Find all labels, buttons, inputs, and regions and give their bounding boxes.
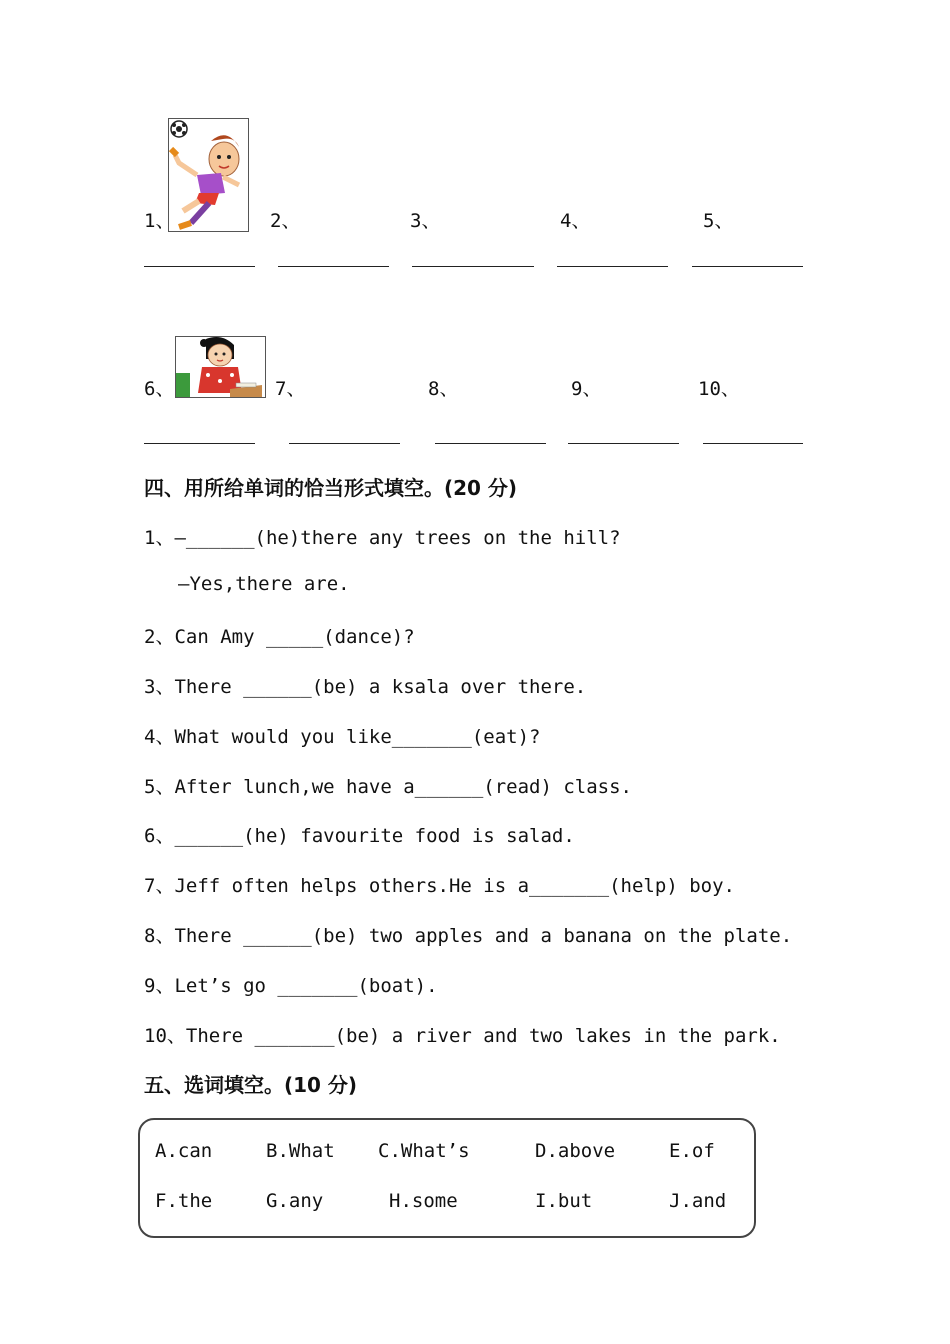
girl-at-desk-picture — [175, 336, 266, 398]
answer-line-3[interactable] — [412, 266, 534, 267]
answer-line-4[interactable] — [557, 266, 668, 267]
question-1: 1、—______(he)there any trees on the hill? — [144, 527, 621, 549]
question-2: 2、Can Amy _____(dance)? — [144, 626, 415, 648]
answer-line-5[interactable] — [692, 266, 803, 267]
answer-line-6[interactable] — [144, 443, 255, 444]
question-9: 9、Let’s go _______(boat). — [144, 975, 438, 997]
option-f: F.the — [155, 1190, 213, 1212]
question-1-answer: —Yes,there are. — [178, 573, 350, 595]
boy-playing-football-picture — [168, 118, 249, 232]
word-bank-box — [138, 1118, 756, 1238]
question-6: 6、______(he) favourite food is salad. — [144, 825, 575, 847]
option-a: A.can — [155, 1140, 213, 1162]
option-j: J.and — [669, 1190, 727, 1212]
picture-label-8: 8、 — [428, 378, 459, 400]
picture-label-5: 5、 — [703, 210, 734, 232]
picture-label-6: 6、 — [144, 378, 175, 400]
option-e: E.of — [669, 1140, 715, 1162]
picture-label-1: 1、 — [144, 210, 175, 232]
question-7: 7、Jeff often helps others.He is a_______(help) boy. — [144, 875, 735, 897]
picture-label-4: 4、 — [560, 210, 591, 232]
picture-label-7: 7、 — [275, 378, 306, 400]
picture-label-10: 10、 — [698, 378, 740, 400]
question-5: 5、After lunch,we have a______(read) class. — [144, 776, 632, 798]
question-3: 3、There ______(be) a ksala over there. — [144, 676, 587, 698]
option-b: B.What — [266, 1140, 335, 1162]
answer-line-9[interactable] — [568, 443, 679, 444]
question-4: 4、What would you like_______(eat)? — [144, 726, 541, 748]
picture-label-2: 2、 — [270, 210, 301, 232]
answer-line-8[interactable] — [435, 443, 546, 444]
section-4-title: 四、用所给单词的恰当形式填空。(20 分) — [144, 476, 518, 500]
option-i: I.but — [535, 1190, 593, 1212]
picture-label-3: 3、 — [410, 210, 441, 232]
answer-line-2[interactable] — [278, 266, 389, 267]
option-g: G.any — [266, 1190, 324, 1212]
answer-line-10[interactable] — [703, 443, 803, 444]
answer-line-7[interactable] — [289, 443, 400, 444]
question-10: 10、There _______(be) a river and two lakes in the park. — [144, 1025, 781, 1047]
option-h: H.some — [389, 1190, 458, 1212]
option-c: C.What’s — [378, 1140, 470, 1162]
picture-label-9: 9、 — [571, 378, 602, 400]
question-8: 8、There ______(be) two apples and a banana on the plate. — [144, 925, 793, 947]
option-d: D.above — [535, 1140, 616, 1162]
answer-line-1[interactable] — [144, 266, 255, 267]
section-5-title: 五、选词填空。(10 分) — [144, 1073, 358, 1097]
